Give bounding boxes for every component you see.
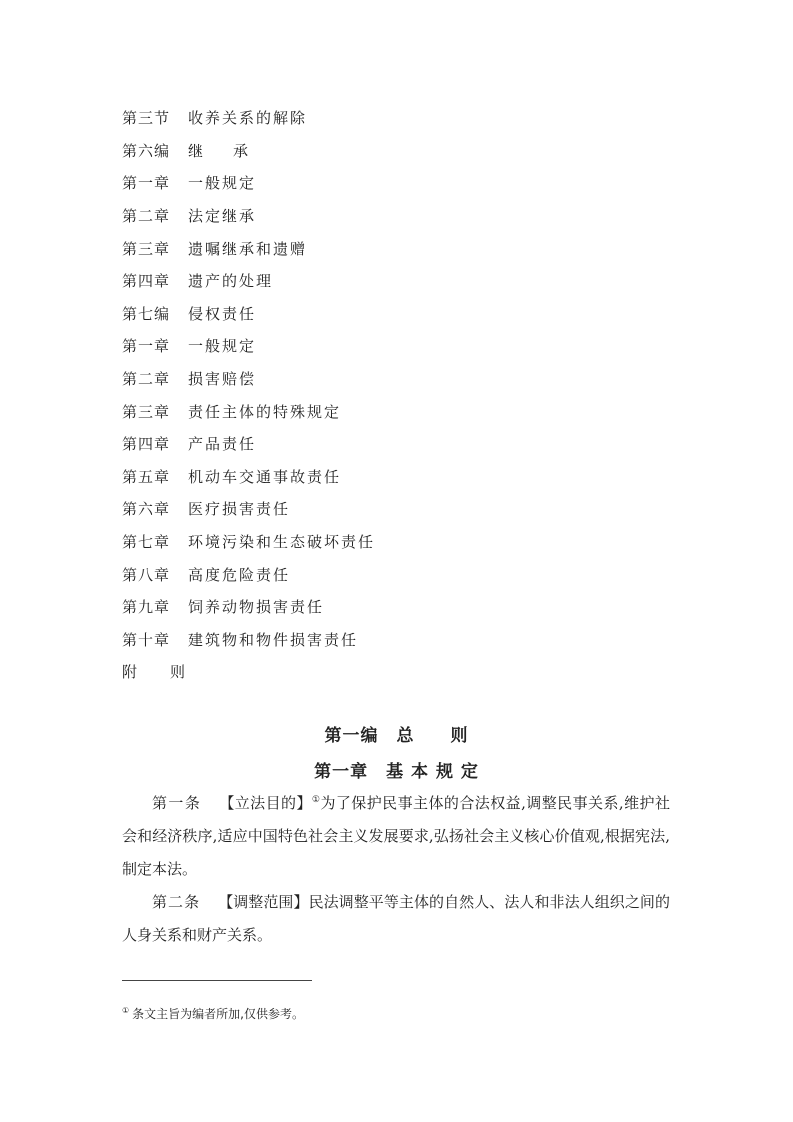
toc-entry-number: 第三章 [122, 239, 171, 258]
footnote-reference[interactable]: ① [311, 795, 321, 805]
toc-entry-title: 收养关系的解除 [188, 109, 308, 128]
article-tag: 【调整范围】 [218, 893, 309, 911]
toc-entry-number: 第三章 [122, 402, 171, 421]
toc-entry[interactable] [122, 395, 682, 428]
toc-entry-title: 继 承 [188, 141, 249, 160]
toc-entry-number: 第三节 [122, 109, 171, 128]
toc-entry-title: 法定继承 [188, 207, 257, 226]
article-paragraph [122, 886, 670, 952]
toc-entry-number: 第六编 [122, 141, 171, 160]
toc-entry[interactable] [122, 167, 682, 200]
toc-entry-number: 第八章 [122, 565, 171, 584]
footnote [122, 1005, 304, 1022]
footnote-text: 条文主旨为编者所加,仅供参考。 [132, 1007, 304, 1021]
toc-entry[interactable] [122, 265, 682, 298]
toc-entry-number: 第五章 [122, 467, 171, 486]
toc-entry-title: 一般规定 [188, 174, 257, 193]
toc-entry-title: 遗嘱继承和遗赠 [188, 239, 308, 258]
toc-entry[interactable] [122, 232, 682, 265]
toc-entry[interactable] [122, 428, 682, 461]
toc-entry-number: 第九章 [122, 598, 171, 617]
toc-entry-number: 第七章 [122, 533, 171, 552]
toc-entry-number: 第二章 [122, 207, 171, 226]
toc-entry-number: 第十章 [122, 630, 171, 649]
table-of-contents [122, 102, 682, 689]
toc-entry[interactable] [122, 298, 682, 331]
footnote-divider [122, 980, 312, 981]
toc-entry-number: 第七编 [122, 304, 171, 323]
toc-entry-title: 一般规定 [188, 337, 257, 356]
toc-entry-number: 第四章 [122, 435, 171, 454]
toc-entry[interactable] [122, 200, 682, 233]
toc-entry-number: 第四章 [122, 272, 171, 291]
article-paragraph [122, 787, 670, 886]
toc-entry-title: 损害赔偿 [188, 370, 257, 389]
part-heading: 第一编 总 则 [324, 726, 469, 746]
toc-entry-number: 第一章 [122, 337, 171, 356]
toc-entry[interactable] [122, 363, 682, 396]
toc-entry-title: 高度危险责任 [188, 565, 291, 584]
toc-entry-title: 饲养动物损害责任 [188, 598, 325, 617]
chapter-heading: 第一章 基 本 规 定 [314, 762, 479, 782]
article-text: 为了保护民事主体的合法权益,调整民事关系,维护社会和经济秩序,适应中国特色社会主义发展要求,弘扬社会主义核心价值观,根据宪法,制定本法。 [122, 794, 670, 878]
toc-entry[interactable] [122, 526, 682, 559]
toc-entry[interactable] [122, 102, 682, 135]
article-text: 民法调整平等主体的自然人、法人和非法人组织之间的人身关系和财产关系。 [122, 893, 670, 944]
article-number: 第一条 [152, 794, 202, 812]
footnote-mark: ① [122, 1006, 130, 1015]
toc-entry-title: 遗产的处理 [188, 272, 274, 291]
body-text [122, 787, 670, 952]
toc-entry-title: 建筑物和物件损害责任 [188, 630, 359, 649]
toc-entry[interactable] [122, 624, 682, 657]
toc-entry-title: 机动车交通事故责任 [188, 467, 342, 486]
toc-entry-title: 产品责任 [188, 435, 257, 454]
toc-entry[interactable] [122, 656, 682, 689]
toc-entry-number: 附 则 [122, 663, 187, 682]
toc-entry[interactable] [122, 135, 682, 168]
toc-entry-title: 侵权责任 [188, 304, 257, 323]
toc-entry-title: 环境污染和生态破坏责任 [188, 533, 376, 552]
toc-entry[interactable] [122, 330, 682, 363]
toc-entry[interactable] [122, 558, 682, 591]
toc-entry[interactable] [122, 591, 682, 624]
toc-entry-number: 第一章 [122, 174, 171, 193]
toc-entry[interactable] [122, 493, 682, 526]
toc-entry-title: 医疗损害责任 [188, 500, 291, 519]
article-number: 第二条 [152, 893, 201, 911]
article-tag: 【立法目的】 [219, 794, 312, 812]
toc-entry-number: 第二章 [122, 370, 171, 389]
toc-entry-title: 责任主体的特殊规定 [188, 402, 342, 421]
toc-entry-number: 第六章 [122, 500, 171, 519]
toc-entry[interactable] [122, 461, 682, 494]
